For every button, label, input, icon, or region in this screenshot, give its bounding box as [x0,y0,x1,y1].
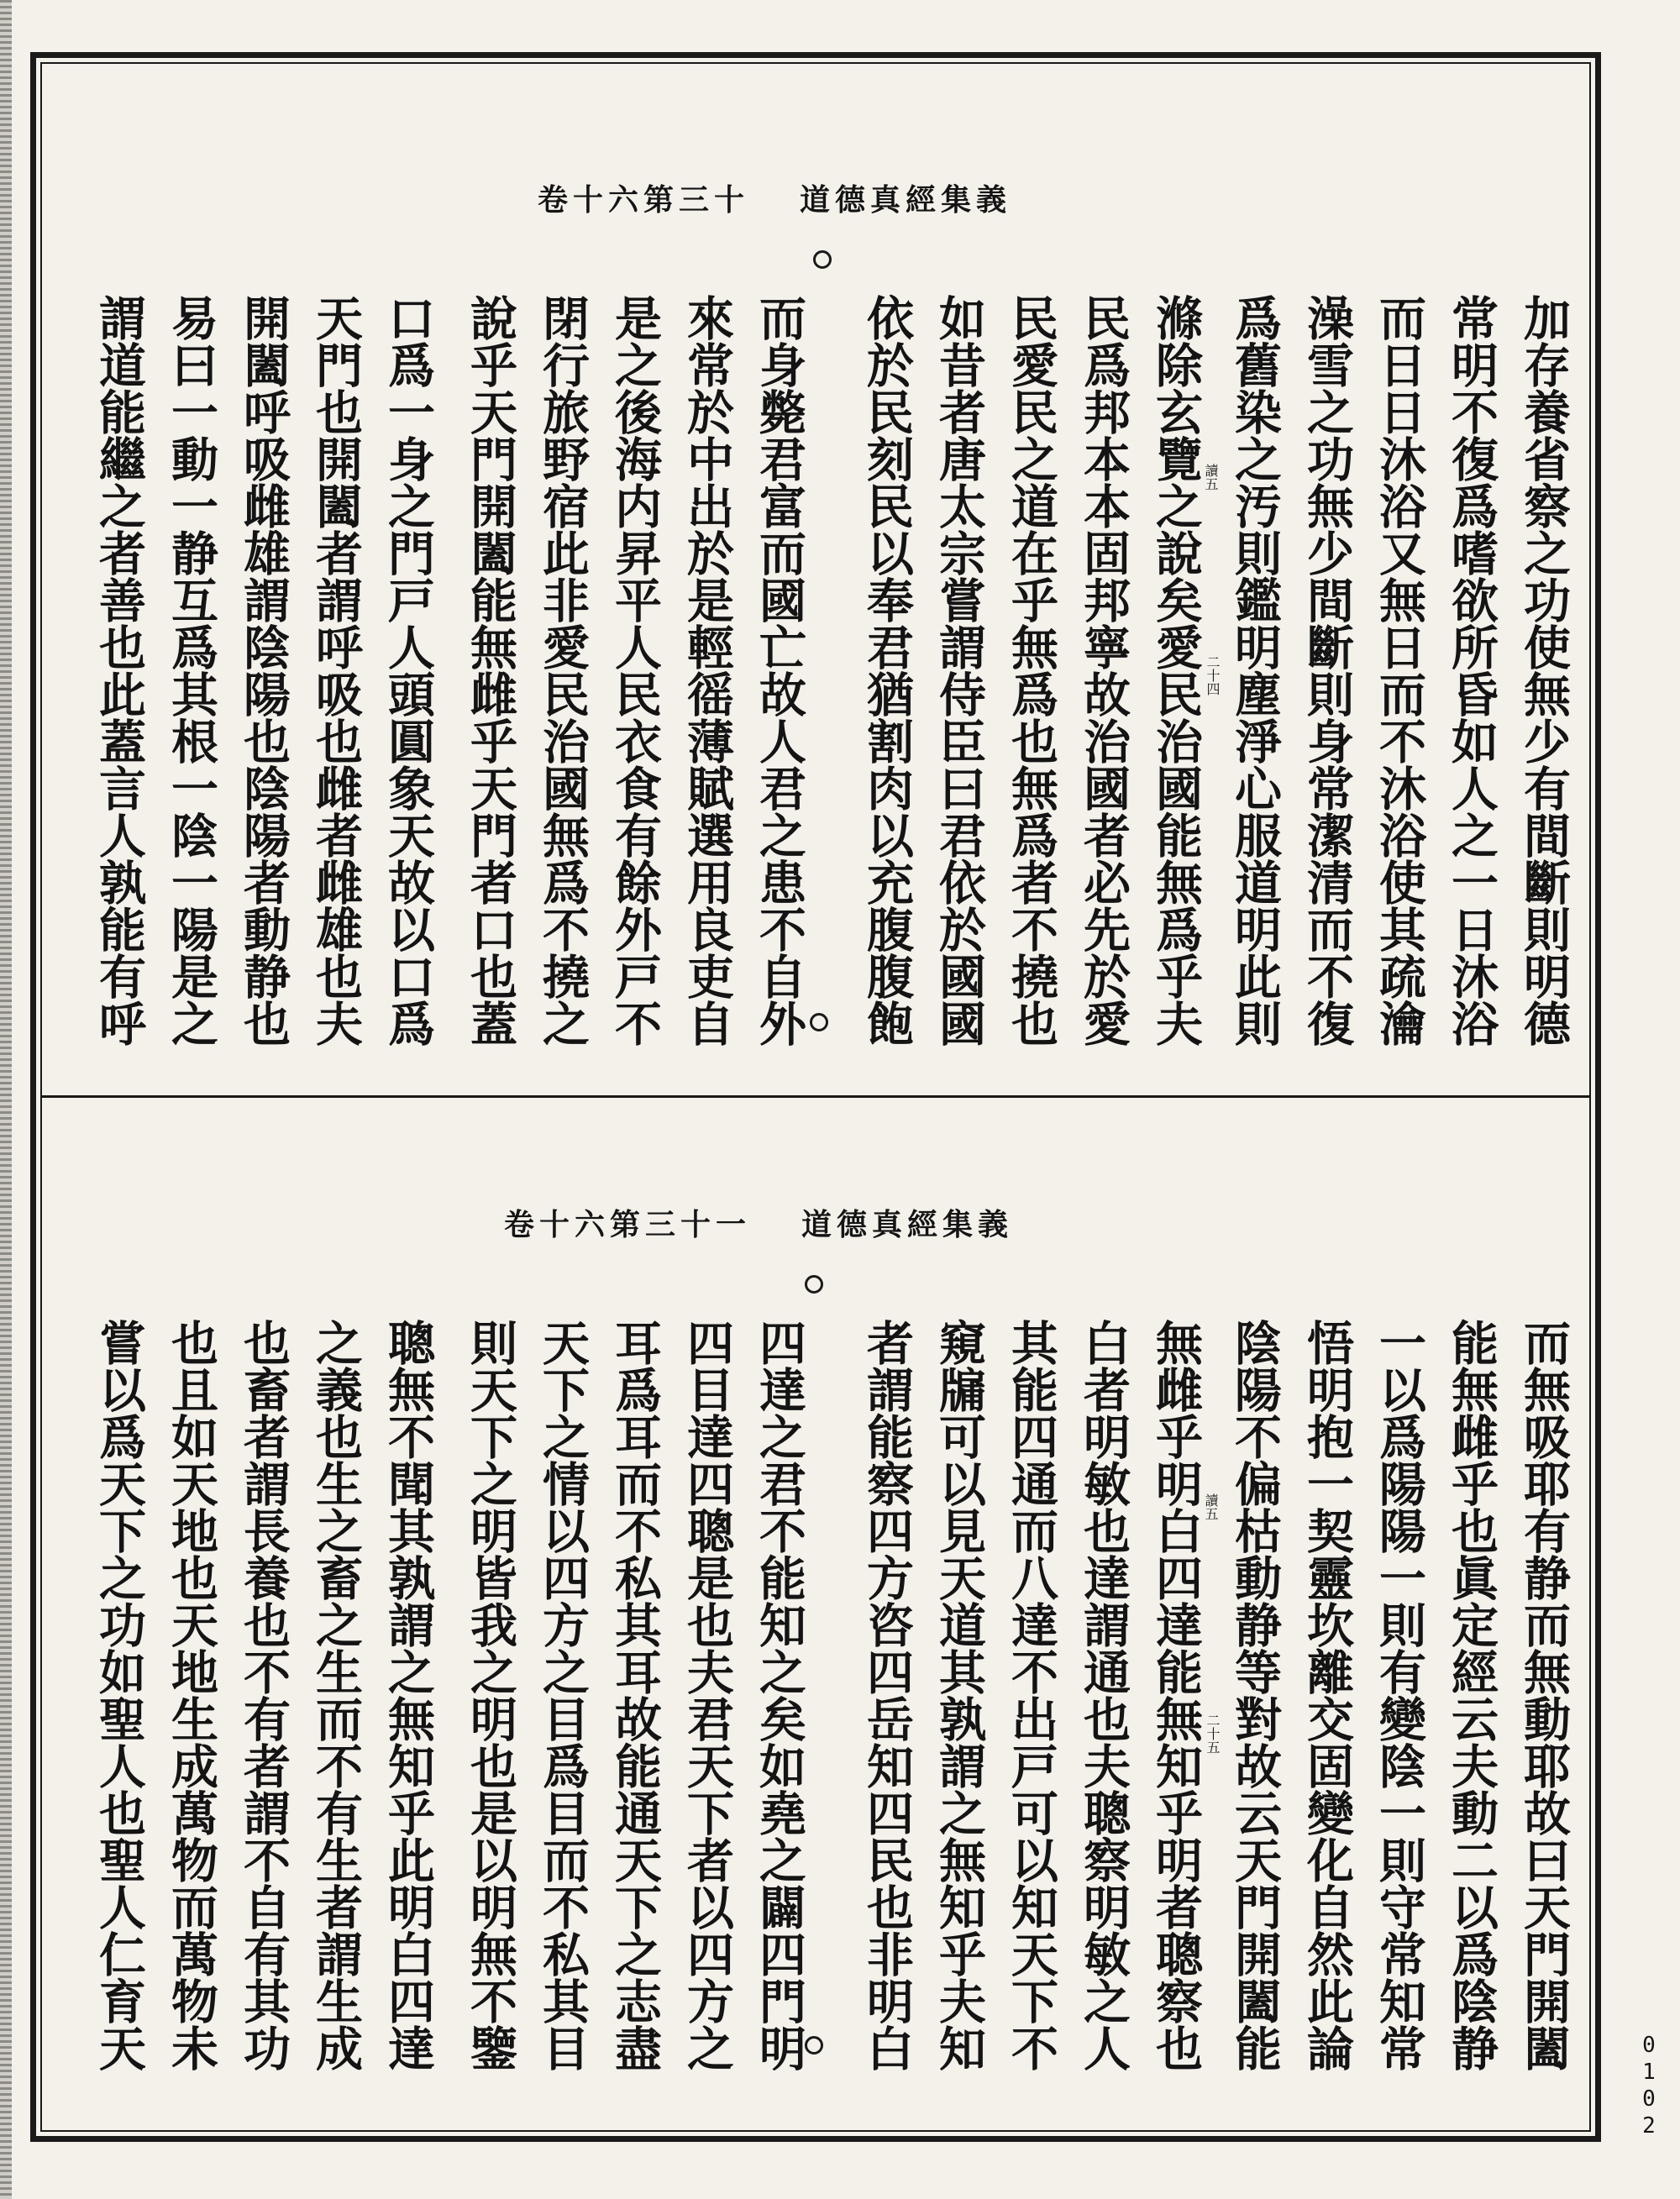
scan-edge-artifact [0,0,12,2199]
text-column: 白者明敏也達謂通也夫聰察明敏之人 [1076,1319,1131,2071]
text-column: 閉行旅野宿此非愛民治國無爲不撓之 [535,294,591,1047]
top-circle-mark [813,250,832,269]
text-column: 之義也生之畜之生而不有生者謂生成 [308,1319,364,2071]
text-column: 而日日沐浴又無日而不沐浴使其疏瀹 [1372,294,1427,1047]
text-column: 易曰一動一静互爲其根一陰一陽是之 [164,294,219,1047]
text-column: 天門也開闔者謂呼吸也雌者雌雄也夫 [308,294,364,1047]
top-circle-mark-lower [810,1013,828,1031]
text-column: 而身斃君富而國亡故人君之患不自外 [752,294,807,1047]
panel-divider [40,1095,1591,1098]
text-column: 一以爲陽陽一則有變陰一則守常知常 [1372,1319,1427,2071]
text-column: 依於民刻民以奉君猶割肉以充腹腹飽 [859,294,915,1047]
text-column: 開闔呼吸雌雄謂陰陽也陰陽者動静也 [236,294,291,1047]
top-margin-note: 二十四 [1205,655,1221,695]
text-column: 而無吸耶有静而無動耶故曰天門開闔 [1516,1319,1572,2071]
text-column: 悟明抱一契靈坎離交固變化自然此論 [1299,1319,1355,2071]
text-column: 窺牖可以見天道其孰謂之無知乎夫知 [932,1319,987,2071]
top-header-volume: 卷十六第三十 [538,182,750,218]
bottom-margin-note: 讀五 [1203,1493,1219,1520]
page-number: 0102 [1636,2033,1662,2140]
text-column: 聰無不聞其孰謂之無知乎此明白四達 [381,1319,436,2071]
text-column: 滌除玄覽之說矣愛民治國能無爲乎夫 [1148,294,1204,1047]
text-column: 天下之情以四方之目爲目而不私其目 [535,1319,591,2071]
bottom-circle-mark [805,1275,823,1294]
text-column: 澡雪之功無少間斷則身常潔清而不復 [1299,294,1355,1047]
text-column: 則天下之明皆我之明也是以明無不鑒 [463,1319,518,2071]
top-margin-note: 讀五 [1203,464,1219,491]
text-column: 民爲邦本本固邦寧故治國者必先於愛 [1076,294,1131,1047]
bottom-margin-note: 二十五 [1205,1714,1221,1754]
text-column: 耳爲耳而不私其耳故能通天下之志盡 [607,1319,663,2071]
text-column: 說乎天門開闔能無雌乎天門者口也蓋 [463,294,518,1047]
bottom-header-volume: 卷十六第三十一 [504,1207,752,1242]
text-column: 口爲一身之門戸人頭圓象天故以口爲 [381,294,436,1047]
text-column: 謂道能繼之者善也此蓋言人孰能有呼 [92,294,147,1047]
text-column: 來常於中出於是輕徭薄賦選用良吏自 [680,294,735,1047]
text-column: 其能四通而八達不出戸可以知天下不 [1004,1319,1059,2071]
bottom-circle-mark-lower [805,2036,823,2055]
text-column: 嘗以爲天下之功如聖人也聖人仁育天 [92,1319,147,2071]
text-column: 陰陽不偏枯動静等對故云天門開闔能 [1227,1319,1283,2071]
top-header [538,176,1011,219]
top-header-title: 道德真經集義 [800,182,1012,218]
text-column: 四目達四聰是也夫君天下者以四方之 [680,1319,735,2071]
text-column: 是之後海内昇平人民衣食有餘外戸不 [607,294,663,1047]
text-column: 也畜者謂長養也不有者謂不自有其功 [236,1319,291,2071]
text-column: 爲舊染之汚則鑑明塵淨心服道明此則 [1227,294,1283,1047]
text-column: 如昔者唐太宗嘗謂侍臣曰君依於國國 [932,294,987,1047]
text-column: 能無雌乎也眞定經云夫動二以爲陰静 [1444,1319,1499,2071]
bottom-header-title: 道德真經集義 [801,1207,1014,1242]
text-column: 無雌乎明白四達能無知乎明者聰察也 [1148,1319,1204,2071]
text-column: 常明不復爲嗜欲所昏如人之一日沐浴 [1444,294,1499,1047]
text-column: 加存養省察之功使無少有間斷則明德 [1516,294,1572,1047]
text-column: 四達之君不能知之矣如堯之闢四門明 [752,1319,807,2071]
text-column: 也且如天地也天地生成萬物而萬物未 [164,1319,219,2071]
text-column: 者謂能察四方咨四岳知四民也非明白 [859,1319,915,2071]
text-column: 民愛民之道在乎無爲也無爲者不撓也 [1004,294,1059,1047]
bottom-header [504,1201,1013,1244]
